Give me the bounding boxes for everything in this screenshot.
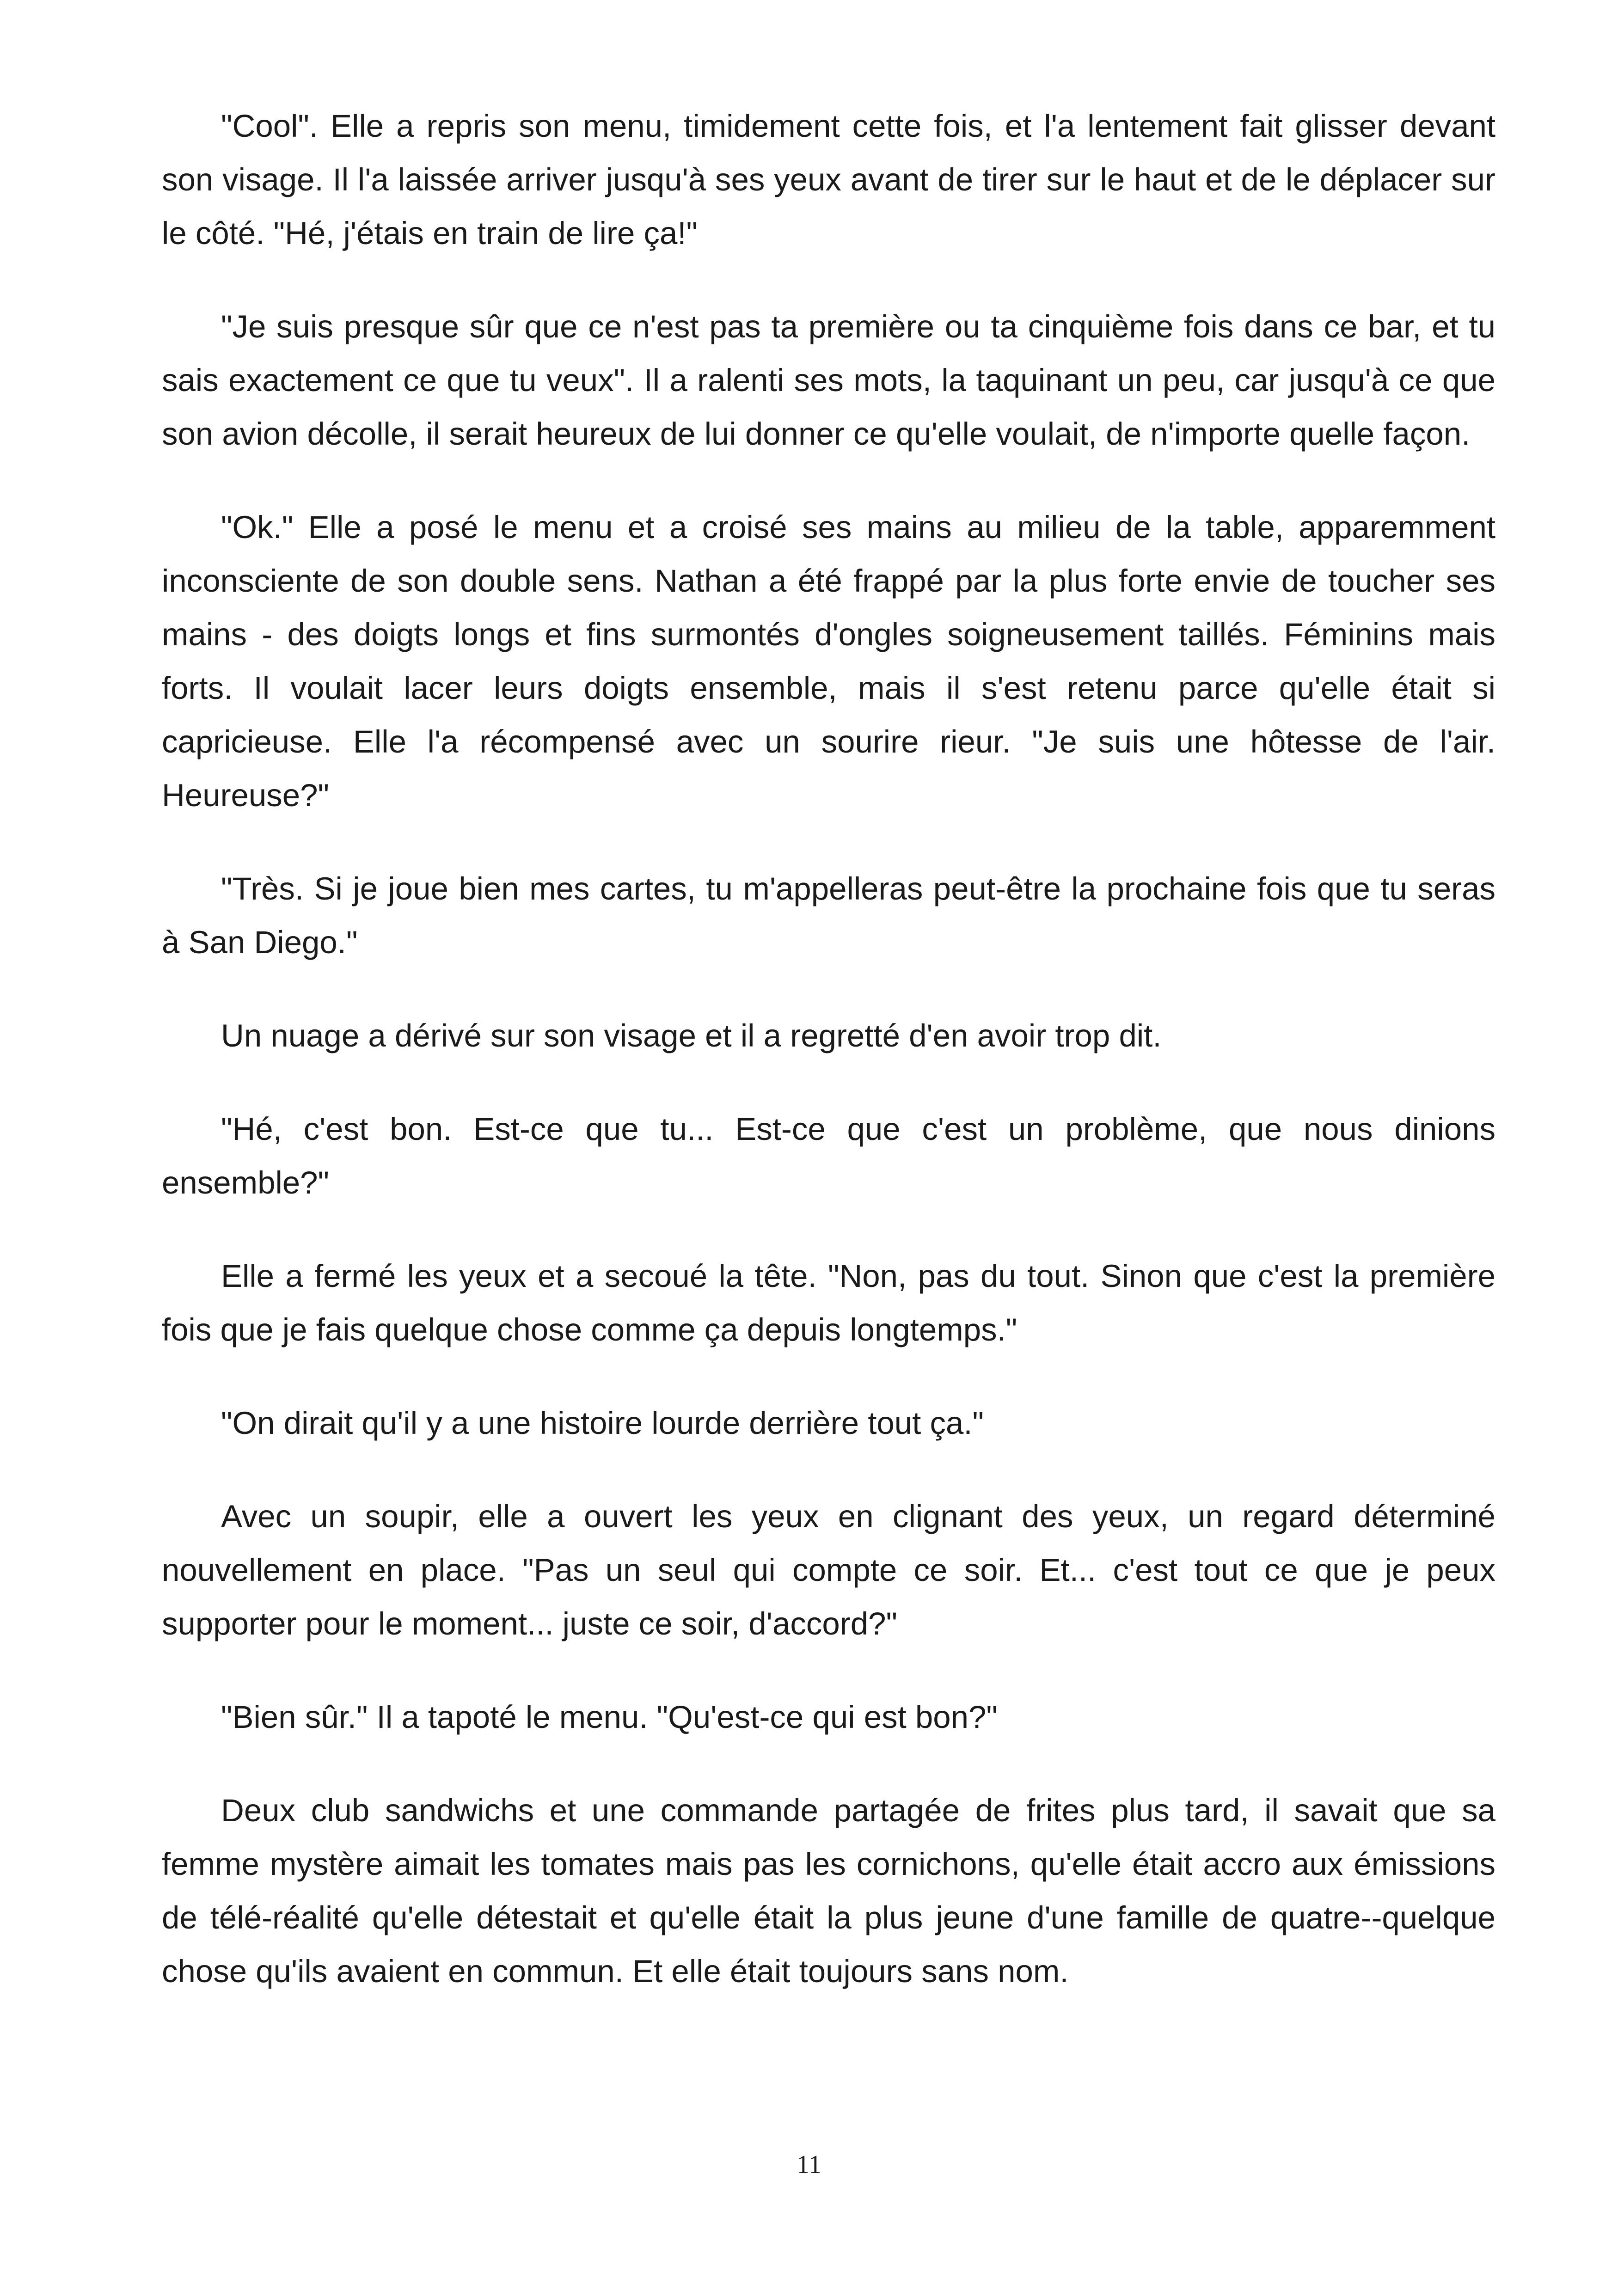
- paragraph-6: "Hé, c'est bon. Est-ce que tu... Est-ce que c'est un problème, que nous dinions ensemble?": [162, 1111, 1495, 1200]
- paragraph-1: "Cool". Elle a repris son menu, timidement cette fois, et l'a lentement fait glisser devant son visage. Il l'a laissée arriver jusqu'à ses yeux avant de tirer sur le haut et de le déplacer sur le côté. "Hé, j'étais en train de lire ça!": [162, 108, 1495, 251]
- paragraph-3: "Ok." Elle a posé le menu et a croisé ses mains au milieu de la table, apparemment inconsciente de son double sens. Nathan a été frappé par la plus forte envie de toucher ses mains - des doigts longs et fins surmontés d'ongles soigneusement taillés. Féminins mais forts. Il voulait lacer leurs doigts ensemble, mais il s'est retenu parce qu'elle était si capricieuse. Elle l'a récompensé avec un sourire rieur. "Je suis une hôtesse de l'air. Heureuse?": [162, 509, 1495, 813]
- paragraph-9: Avec un soupir, elle a ouvert les yeux en clignant des yeux, un regard déterminé nouvellement en place. "Pas un seul qui compte ce soir. Et... c'est tout ce que je peux supporter pour le moment... juste ce soir, d'accord?": [162, 1499, 1495, 1641]
- paragraph-8: "On dirait qu'il y a une histoire lourde derrière tout ça.": [221, 1405, 984, 1441]
- paragraph-2: "Je suis presque sûr que ce n'est pas ta première ou ta cinquième fois dans ce bar, et tu sais exactement ce que tu veux". Il a ralenti ses mots, la taquinant un peu, car jusqu'à ce que son avion décolle, il serait heureux de lui donner ce qu'elle voulait, de n'importe quelle façon.: [162, 309, 1495, 452]
- paragraph-7: Elle a fermé les yeux et a secoué la tête. "Non, pas du tout. Sinon que c'est la première fois que je fais quelque chose comme ça depuis longtemps.": [162, 1258, 1495, 1347]
- page-number: 11: [797, 2150, 821, 2179]
- paragraph-10: "Bien sûr." Il a tapoté le menu. "Qu'est-ce qui est bon?": [221, 1699, 998, 1735]
- paragraph-5: Un nuage a dérivé sur son visage et il a regretté d'en avoir trop dit.: [221, 1018, 1162, 1053]
- paragraph-11: Deux club sandwichs et une commande partagée de frites plus tard, il savait que sa femme mystère aimait les tomates mais pas les cornichons, qu'elle était accro aux émissions de télé-réalité qu'elle détestait et qu'elle était la plus jeune d'une famille de quatre--quelque chose qu'ils avaient en commun. Et elle était toujours sans nom.: [162, 1793, 1495, 1989]
- paragraph-4: "Très. Si je joue bien mes cartes, tu m'appelleras peut-être la prochaine fois que tu seras à San Diego.": [162, 871, 1495, 960]
- body-text: [162, 99, 1495, 1998]
